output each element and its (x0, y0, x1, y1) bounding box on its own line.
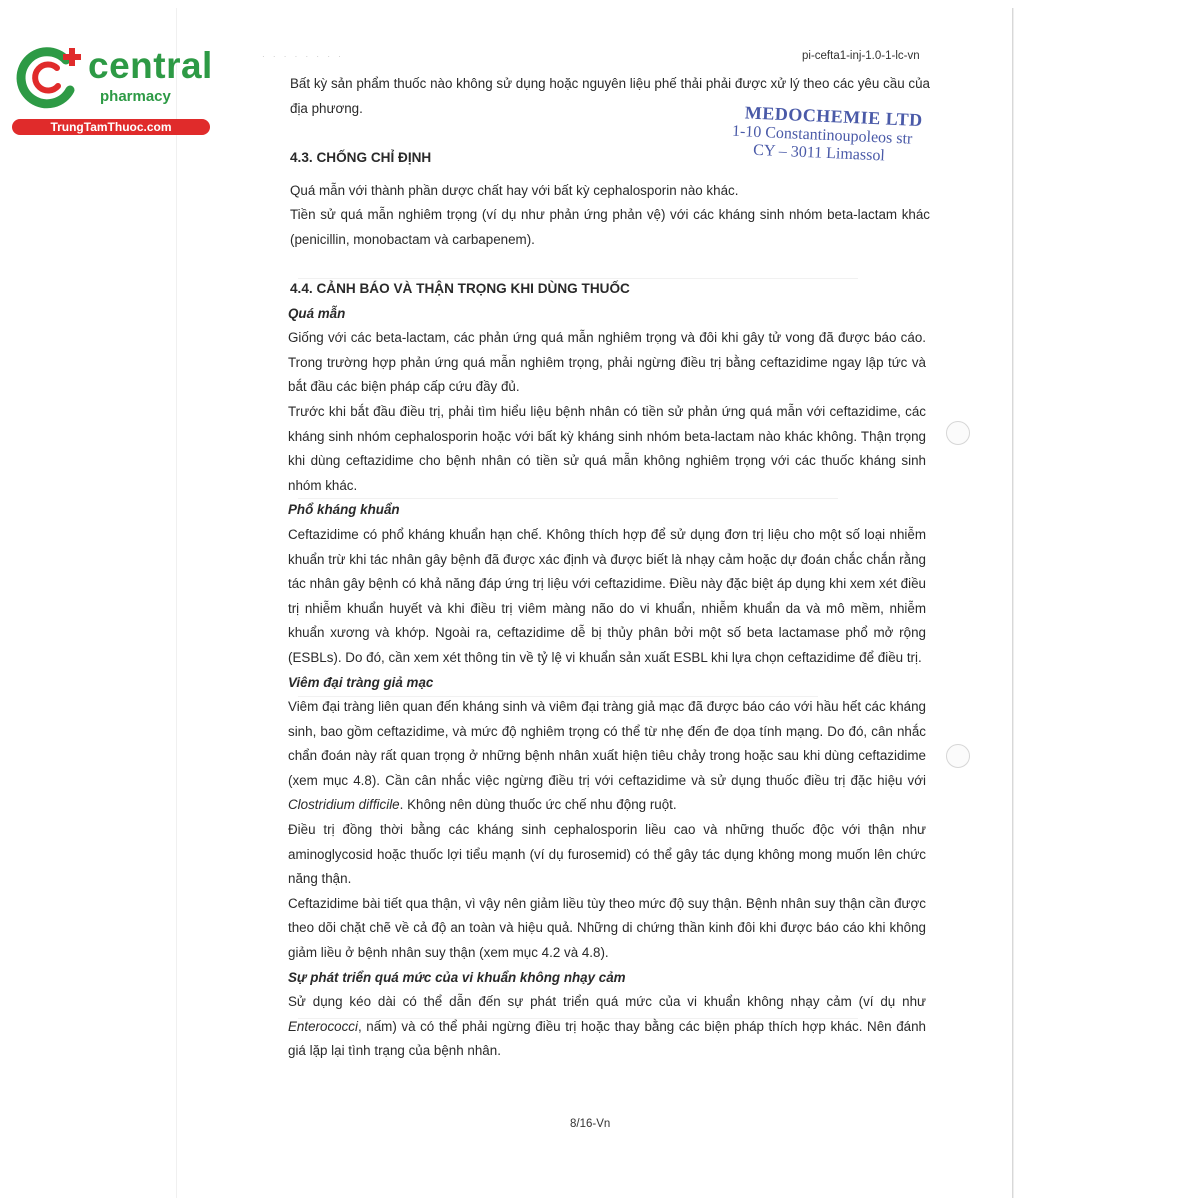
section-4-3-p1: Quá mẫn với thành phần dược chất hay với bất kỳ cephalosporin nào khác. (290, 182, 739, 198)
logo-brand: central (88, 45, 213, 86)
enterococci-term: Enterococci (288, 1018, 358, 1034)
section-4-4-title: 4.4. CẢNH BÁO VÀ THẬN TRỌNG KHI DÙNG THUỐC (290, 281, 630, 296)
paragraph-viem-dai-trang (288, 695, 926, 818)
pharmacy-cross-icon (14, 40, 86, 112)
page-edge (176, 8, 177, 1198)
binder-hole-top (946, 421, 970, 445)
subheading-viem-dai-trang: Viêm đại tràng giả mạc (288, 674, 434, 690)
logo-url: TrungTamThuoc.com (12, 119, 210, 135)
paragraph-vi-khuan-khong-nhay-cam (288, 990, 926, 1064)
paragraph-vkknc-c: , nấm) và có thể phải ngừng điều trị hoặc thay bằng các biện pháp thích hợp khác. Nên đánh giá lặp lại tình trạng của bệnh nhân. (288, 1018, 926, 1059)
section-4-3-title: 4.3. CHỐNG CHỈ ĐỊNH (290, 150, 432, 165)
section-4-3 (290, 146, 930, 252)
stamp-line-3: CY – 3011 Limassol (752, 141, 886, 165)
central-pharmacy-logo (10, 36, 215, 136)
header-decoration: · · · · · · · · (262, 52, 344, 61)
paragraph-dieu-tri-dong-thoi: Điều trị đồng thời bằng các kháng sinh cephalosporin liều cao và những thuốc độc với thận như aminoglycosid hoặc thuốc lợi tiểu mạnh (ví dụ furosemid) có thể gây tác dụng không mong muốn lên chức năng thận. (288, 822, 926, 887)
binder-hole-bottom (946, 744, 970, 768)
paragraph-pho-khang-khuan: Ceftazidime có phổ kháng khuẩn hạn chế. Không thích hợp để sử dụng đơn trị liệu cho một số loại nhiễm khuẩn trừ khi tác nhân gây bệnh đã được xác định và được biết là nhạy cảm hoặc dự đoán chắc chắn rằng tác nhân gây bệnh có khả năng đáp ứng trị liệu với ceftazidime. Điều này đặc biệt áp dụng khi xem xét điều trị nhiễm khuẩn huyết và khi điều trị viêm màng não do vi khuẩn, nhiễm khuẩn da và mô mềm, nhiễm khuẩn xương và khớp. Ngoài ra, ceftazidime dễ bị thủy phân bởi một số beta lactamase phổ mở rộng (ESBLs). Do đó, cần xem xét thông tin về tỷ lệ vi khuẩn sản xuất ESBL khi lựa chọn ceftazidime để điều trị. (288, 526, 926, 665)
paragraph-bai-tiet-qua-than: Ceftazidime bài tiết qua thận, vì vậy nên giảm liều tùy theo mức độ suy thận. Bệnh nhân suy thận cần được theo dõi chặt chẽ về cả độ an toàn và hiệu quả. Những di chứng thần kinh đôi khi được báo cáo khi không giảm liều ở bệnh nhân suy thận (xem mục 4.2 và 4.8). (288, 895, 926, 961)
stamp-line-2: 1-10 Constantinoupoleos str (731, 122, 913, 148)
stamp-line-1: MEDOCHEMIE LTD (744, 102, 924, 131)
paragraph-viem-dai-trang-c: . Không nên dùng thuốc ức chế nhu động ruột. (399, 797, 677, 813)
paragraph-vkknc-a: Sử dụng kéo dài có thể dẫn đến sự phát triển quá mức của vi khuẩn không nhạy cảm (ví dụ như (288, 994, 926, 1010)
paragraph-qua-man-2: Trước khi bắt đầu điều trị, phải tìm hiểu liệu bệnh nhân có tiền sử phản ứng quá mẫn với ceftazidime, các kháng sinh nhóm cephalosporin hoặc với bất kỳ kháng sinh nhóm beta-lactam nào khác không. Thận trọng khi dùng ceftazidime cho bệnh nhân có tiền sử quá mẫn không nghiêm trọng với các thuốc kháng sinh nhóm khác. (288, 403, 926, 493)
section-4-4 (288, 277, 926, 1064)
clostridium-term: Clostridium difficile (288, 797, 400, 813)
subheading-qua-man: Quá mẫn (288, 305, 346, 321)
paragraph-viem-dai-trang-a: Viêm đại tràng liên quan đến kháng sinh và viêm đại tràng giả mạc đã được báo cáo với hầu hết các kháng sinh, bao gồm ceftazidime, và mức độ nghiêm trọng có thể từ nhẹ đến đe dọa tính mạng. Do đó, cân nhắc chẩn đoán này rất quan trọng ở những bệnh nhân xuất hiện tiêu chảy trong hoặc sau khi dùng ceftazidime (xem mục 4.8). Cần cân nhắc việc ngừng điều trị với ceftazidime và sử dụng thuốc điều trị đặc hiệu với (288, 699, 926, 788)
subheading-pho-khang-khuan: Phổ kháng khuẩn (288, 502, 400, 518)
logo-subtitle: pharmacy (100, 88, 171, 105)
document-id: pi-cefta1-inj-1.0-1-lc-vn (802, 50, 920, 62)
intro-block (290, 72, 930, 121)
intro-paragraph: Bất kỳ sản phẩm thuốc nào không sử dụng hoặc nguyên liệu phế thải phải được xử lý theo các yêu cầu của địa phương. (290, 76, 930, 116)
section-4-3-p2: Tiền sử quá mẫn nghiêm trọng (ví dụ như phản ứng phản vệ) với các kháng sinh nhóm beta-lactam khác (penicillin, monobactam và carbapenem). (290, 207, 930, 247)
subheading-vi-khuan-khong-nhay-cam: Sự phát triển quá mức của vi khuẩn không nhạy cảm (288, 969, 626, 985)
page-number: 8/16-Vn (570, 1118, 611, 1130)
paragraph-qua-man-1: Giống với các beta-lactam, các phản ứng quá mẫn nghiêm trọng và đôi khi gây tử vong đã được báo cáo. Trong trường hợp phản ứng quá mẫn nghiêm trọng, phải ngừng điều trị bằng ceftazidime ngay lập tức và bắt đầu các biện pháp cấp cứu đầy đủ. (288, 330, 926, 395)
